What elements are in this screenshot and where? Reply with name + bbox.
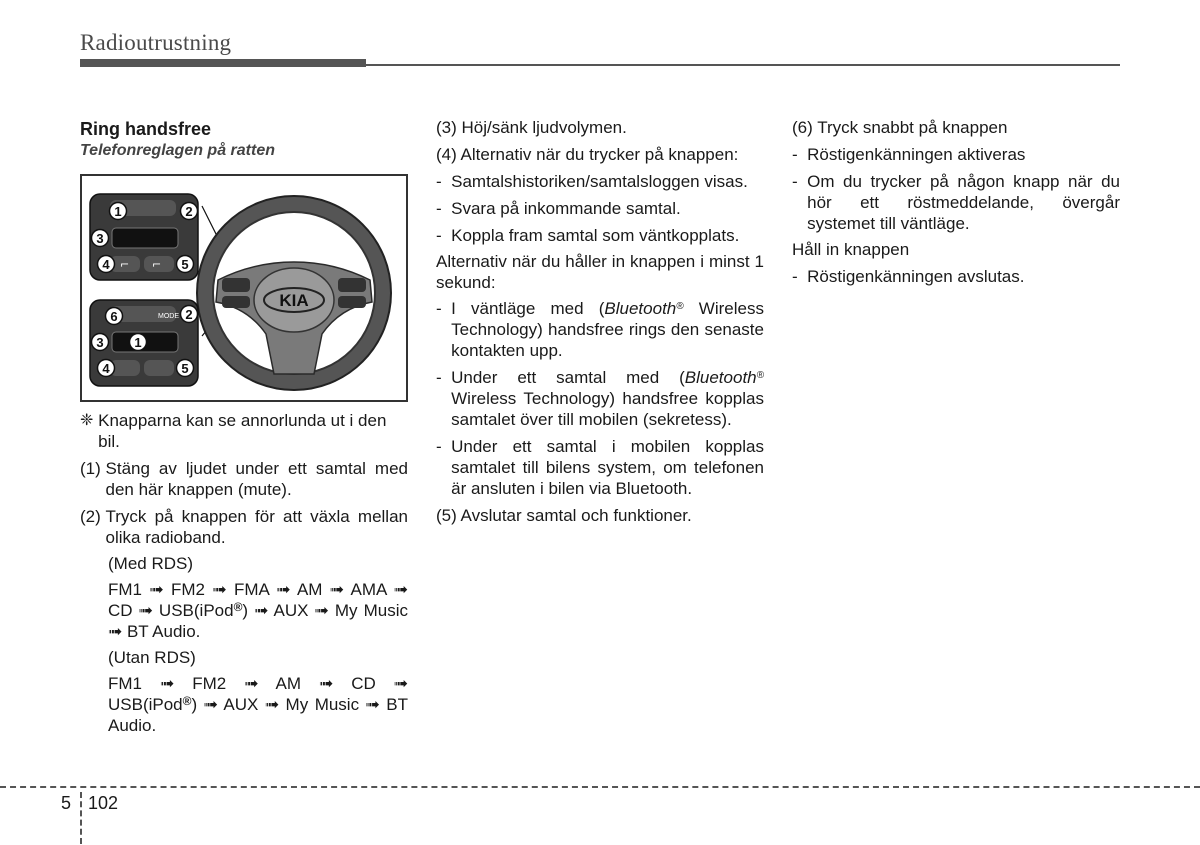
svg-text:4: 4	[102, 257, 110, 272]
header-rule	[366, 64, 1120, 66]
with-rds-band-sequence: FM1 ➟ FM2 ➟ FMA ➟ AM ➟ AMA ➟ CD ➟ USB(iPod®) ➟ AUX ➟ My Music ➟ BT Audio.	[108, 580, 408, 641]
press-option-3: - Koppla fram samtal som väntkopplats.	[436, 226, 740, 245]
callout-5-upper	[177, 256, 194, 273]
svg-text:6: 6	[110, 309, 118, 324]
svg-text:4: 4	[102, 361, 110, 376]
hold-option-end: - Röstigenkänningen avslutas.	[792, 267, 1025, 286]
hold-option-3: - Under ett samtal i mobilen kopplas samtalet till bilens system, om telefonen är ansluten i bilen via Bluetooth.	[436, 437, 764, 498]
svg-text:5: 5	[181, 257, 189, 272]
callout-4-lower	[98, 360, 115, 377]
hold-label: Håll in knappen	[792, 240, 910, 259]
section-title: Ring handsfree	[80, 119, 212, 139]
list-item-text: Stäng av ljudet under ett samtal med den här knappen (mute).	[105, 459, 408, 499]
steering-wheel	[197, 196, 391, 390]
page-number: 102	[88, 793, 119, 813]
list-item-6: (6) Tryck snabbt på knappen	[792, 118, 1008, 137]
callout-2-upper	[181, 203, 198, 220]
column-2	[436, 117, 764, 526]
callout-3-upper	[92, 230, 109, 247]
hold-option-1: - I väntläge med (Bluetooth® Wireless Technology) handsfree rings den senaste kontakten upp.	[436, 299, 764, 360]
tap-option-2: - Om du trycker på någon knapp när du hör ett röstmeddelande, övergår systemet till väntläge.	[792, 172, 1120, 233]
svg-text:⌐: ⌐	[120, 258, 130, 271]
press-option-1: - Samtalshistoriken/samtalsloggen visas.	[436, 172, 748, 191]
mode-label: MODE	[158, 313, 179, 320]
note-text: Knapparna kan se annorlunda ut i den bil.	[98, 411, 387, 451]
list-item-number: (1)	[80, 459, 101, 478]
footer-divider	[80, 792, 82, 844]
list-item-3: (3) Höj/sänk ljudvolymen.	[436, 118, 627, 137]
hold-intro: Alternativ när du håller in knappen i minst 1 sekund:	[436, 252, 764, 292]
list-item-number: (2)	[80, 507, 101, 526]
footer-rule	[0, 786, 1200, 788]
figure-subtitle: Telefonreglagen på ratten	[80, 142, 275, 159]
svg-text:3: 3	[96, 231, 104, 246]
without-rds-band-sequence: FM1 ➟ FM2 ➟ AM ➟ CD ➟ USB(iPod®) ➟ AUX ➟ My Music ➟ BT Audio.	[108, 674, 408, 735]
note-variation	[80, 410, 408, 452]
callout-4-upper	[98, 256, 115, 273]
list-item-2	[80, 506, 408, 548]
callout-1-lower	[130, 334, 147, 351]
list-item-1	[80, 458, 408, 500]
without-rds-label: (Utan RDS)	[108, 648, 196, 667]
callout-2-lower	[181, 306, 198, 323]
svg-text:5: 5	[181, 361, 189, 376]
header-accent-bar	[80, 59, 366, 67]
note-symbol-icon: ❈	[80, 412, 94, 429]
tap-option-1: - Röstigenkänningen aktiveras	[792, 145, 1026, 164]
svg-text:2: 2	[185, 307, 193, 322]
kia-emblem-text: KIA	[279, 291, 309, 310]
svg-text:⌐: ⌐	[152, 258, 162, 271]
callout-5-lower	[177, 360, 194, 377]
callout-3-lower	[92, 334, 109, 351]
steering-wheel-illustration	[82, 176, 406, 400]
hold-option-2: - Under ett samtal med (Bluetooth® Wireless Technology) handsfree kopplas samtalet över till mobilen (sekretess).	[436, 368, 764, 429]
list-item-4: (4) Alternativ när du trycker på knappen:	[436, 145, 739, 164]
list-item-text: Tryck på knappen för att växla mellan olika radioband.	[105, 507, 408, 547]
svg-text:2: 2	[185, 204, 193, 219]
svg-text:3: 3	[96, 335, 104, 350]
callout-6-lower	[106, 308, 123, 325]
with-rds-label: (Med RDS)	[108, 554, 194, 573]
press-option-2: - Svara på inkommande samtal.	[436, 199, 681, 218]
column-3	[792, 117, 1120, 287]
svg-text:1: 1	[114, 204, 122, 219]
page-header-title: Radioutrustning	[80, 30, 232, 55]
column-1	[80, 118, 408, 736]
chapter-number: 5	[61, 793, 72, 813]
callout-1-upper	[110, 203, 127, 220]
list-item-5: (5) Avslutar samtal och funktioner.	[436, 506, 692, 525]
steering-wheel-figure	[80, 174, 408, 402]
svg-text:1: 1	[134, 335, 142, 350]
